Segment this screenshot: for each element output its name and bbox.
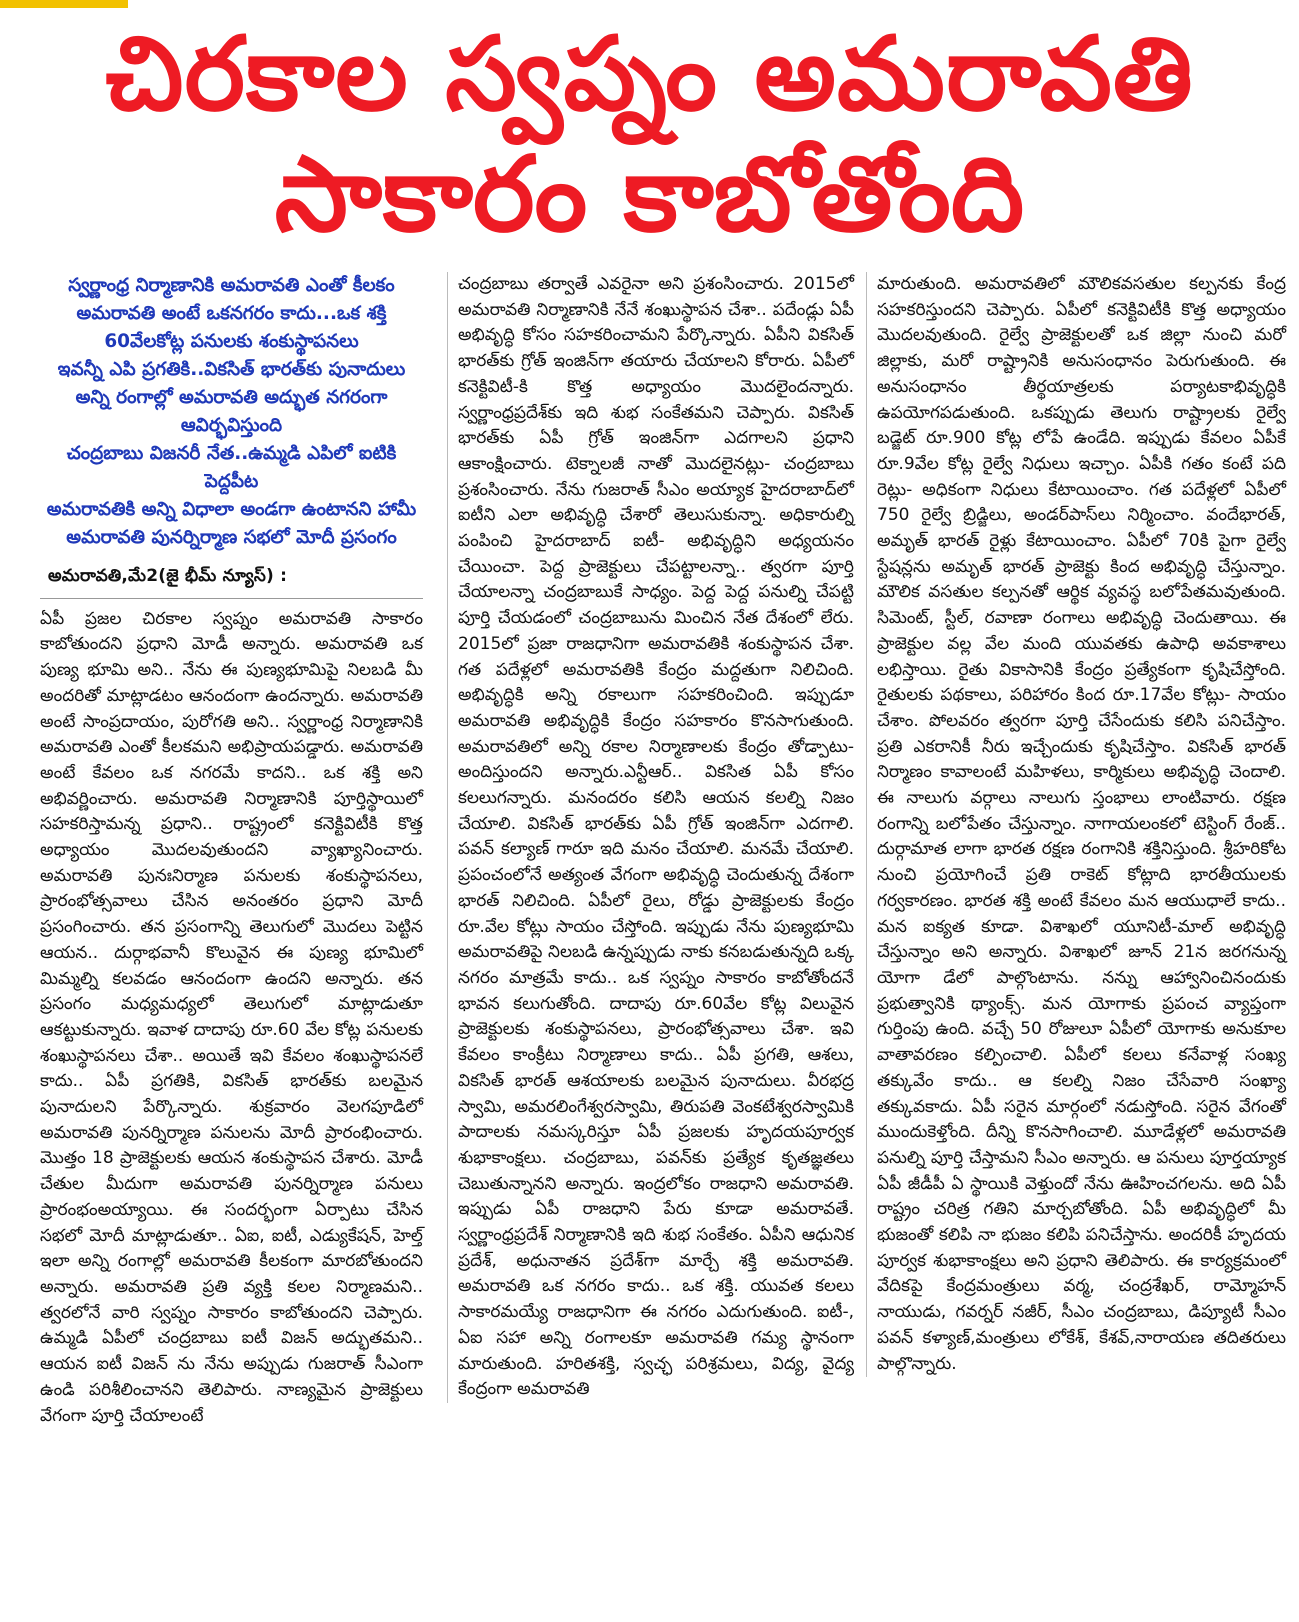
highlight-item: అన్ని రంగాల్లో అమరావతి అద్భుత నగరంగా ఆవిర్భవిస్తుంది [75,387,388,436]
divider [40,598,423,599]
corner-tab [0,0,128,8]
dateline: అమరావతి,మే2(జై భీమ్ న్యూస్) : [48,566,288,586]
article-body-part-3: మారుతుంది. అమరావతిలో మౌలికవసతుల కల్పనకు కేంద్ర సహకరిస్తుందని చెప్పారు. ఏపీలో కనెక్టివిటీకి కొత్త అధ్యాయం మొదలవుతుంది. రైల్వే ప్రాజెక్టులతో ఒక జిల్లా నుంచి మరో జిల్లాకు, మరో రాష్ట్రానికి అనుసంధానం పెరుగుతుంది. ఈ అనుసంధానం తీర్థయాత్రలకు పర్యాటకాభివృద్ధికి ఉపయోగపడుతుంది. ఒకప్పుడు తెలుగు రాష్ట్రాలకు రైల్వే బడ్జెట్ రూ.900 కోట్ల లోపే ఉండేది. ఇప్పుడు కేవలం ఏపీకే రూ.9వేల కోట్ల రైల్వే నిధులు ఇచ్చాం. ఏపీకి గతం కంటే పది రెట్లు- అధికంగా నిధులు కేటాయించాం. గత పదేళ్లలో ఏపీలో 750 రైల్వే బ్రిడ్జిలు, అండర్‌పాస్‌లు నిర్మించాం. వందేభారత్, అమృత్ భారత్ రైళ్లు కేటాయించాం. ఏపీలో 70కి పైగా రైల్వే స్టేషన్లను అమృత్ భారత్ ప్రాజెక్టు కింద అభివృద్ధి చేస్తున్నాం. మౌలిక వసతుల కల్పనతో ఆర్థిక వ్యవస్థ బలోపేతమవుతుంది. సిమెంట్, స్టీల్, రవాణా రంగాలు అభివృద్ధి చెందుతాయి. ఈ ప్రాజెక్టుల వల్ల వేల మంది యువతకు ఉపాధి అవకాశాలు లభిస్తాయి. రైతు వికాసానికి కేంద్రం ప్రత్యేకంగా కృషిచేస్తోంది. రైతులకు పథకాలు, పరిహారం కింద రూ.17వేల కోట్లు- సాయం చేశాం. పోలవరం త్వరగా పూర్తి చేసేందుకు కలిసి పనిచేస్తాం. ప్రతి ఎకరానికీ నీరు ఇచ్చేందుకు కృషిచేస్తాం. వికసిత్ భారత్ నిర్మాణం కావాలంటే మహిళలు, కార్మికులు అభివృద్ధి చెందాలి. ఈ నాలుగు వర్గాలు నాలుగు స్తంభాలు లాంటివారు. రక్షణ రంగాన్ని బలోపేతం చేస్తున్నాం. నాగాయలంకలో టెస్టింగ్ రేంజ్.. దుర్గామాత లాగా భారత రక్షణ రంగానికి శక్తినిస్తుంది. శ్రీహరికోట నుంచి ప్రయోగించే ప్రతి రాకెట్ కోట్లాది భారతీయులకు గర్వకారణం. భారత శక్తి అంటే కేవలం మన ఆయుధాలే కాదు.. మన ఐక్యత కూడా. విశాఖలో యూనిటీ-మాల్ అభివృద్ధి చేస్తున్నాం అని అన్నారు. విశాఖలో జూన్ 21న జరగనున్న యోగా డేలో పాల్గొంటాను. నన్ను ఆహ్వానించినందుకు ప్రభుత్వానికి థ్యాంక్స్. మన యోగాకు ప్రపంచ వ్యాప్తంగా గుర్తింపు ఉంది. వచ్చే 50 రోజులూ ఏపీలో యోగాకు అనుకూల వాతావరణం కల్పించాలి. ఏపీలో కలలు కనేవాళ్ల సంఖ్య తక్కువేం కాదు.. ఆ కలల్ని నిజం చేసేవారి సంఖ్యా తక్కువకాదు. ఏపీ సరైన మార్గంలో నడుస్తోంది. సరైన వేగంతో ముందుకెళ్తోంది. దీన్ని కొనసాగించాలి. మూడేళ్లలో అమరావతి పనుల్ని పూర్తి చేస్తామని సీఎం అన్నారు. ఆ పనులు పూర్తయ్యాక ఏపీ జీడీపీ ఏ స్థాయికి వెళ్తుందో నేను ఊహించగలను. అది ఏపీ రాష్ట్రం చరిత్ర గతిని మార్చబోతోంది. ఏపీ అభివృద్ధిలో మీ భుజంతో కలిపి నా భుజం కలిపి పనిచేస్తాను. అందరికీ హృదయ పూర్వక శుభాకాంక్షలు అని ప్రధాని తెలిపారు. ఈ కార్యక్రమంలో వేదికపై కేంద్రమంత్రులు వర్మ, చంద్రశేఖర్, రామ్మోహన్ నాయుడు, గవర్నర్ నజీర్, సీఎం చంద్రబాబు, డిప్యూటీ సీఎం పవన్ కళ్యాణ్,మంత్రులు లోకేశ్, కేశవ్,నారాయణ తదితరులు పాల్గొన్నారు. [877,274,1286,1374]
headline-line-2: సాకారం కాబోతోంది [274,133,1025,255]
article-column-3 [866,272,1286,1377]
article-body-part-2: చంద్రబాబు తర్వాతే ఎవరైనా అని ప్రశంసించారు. 2015లో అమరావతి నిర్మాణానికి నేనే శంఖుస్థాపన చేశా.. పదేండ్లు ఏపీ అభివృద్ధి కోసం సహకరించామని పేర్కొన్నారు. ఏపీని వికసిత్ భారత్‌కు గ్రోత్ ఇంజిన్‌గా తయారు చేయాలని కోరారు. ఏపీలో కనెక్టివిటీ-కి కొత్త అధ్యాయం మొదలైందన్నారు. స్వర్ణాంధ్రప్రదేశ్‌కు ఇది శుభ సంకేతమని చెప్పారు. వికసిత్ భారత్‌కు ఏపీ గ్రోత్ ఇంజిన్‌గా ఎదగాలని ప్రధాని ఆకాంక్షించారు. టెక్నాలజీ నాతో మొదలైనట్లు- చంద్రబాబు ప్రశంసించారు. నేను గుజరాత్ సీఎం అయ్యాక హైదరాబాద్‌లో ఐటీని ఎలా అభివృద్ధి చేశారో తెలుసుకున్నా. అధికారుల్ని పంపించి హైదరాబాద్ ఐటీ- అభివృద్ధిని అధ్యయనం చేయించా. పెద్ద ప్రాజెక్టులు చేపట్టాలన్నా.. త్వరగా పూర్తి చేయాలన్నా చంద్రబాబుకే సాధ్యం. పెద్ద పెద్ద పనుల్ని చేపట్టి పూర్తి చేయడంలో చంద్రబాబును మించిన నేత దేశంలో లేరు. 2015లో ప్రజా రాజధానిగా అమరావతికి శంకుస్థాపన చేశా. గత పదేళ్లలో అమరావతికి కేంద్రం మద్దతుగా నిలిచింది. అభివృద్ధికి అన్ని రకాలుగా సహకరించింది. ఇప్పుడూ అమరావతి అభివృద్ధికి కేంద్రం సహకారం కొనసాగుతుంది. అమరావతిలో అన్ని రకాల నిర్మాణాలకు కేంద్రం తోడ్పాటు- అందిస్తుందని అన్నారు.ఎన్టీఆర్.. వికసిత ఏపీ కోసం కలలుగన్నారు. మనందరం కలిసి ఆయన కలల్ని నిజం చేయాలి. వికసిత్ భారత్‌కు ఏపీ గ్రోత్ ఇంజిన్‌గా ఎదగాలి. పవన్ కల్యాణ్ గారూ ఇది మనం చేయాలి. మనమే చేయాలి. ప్రపంచంలోనే అత్యంత వేగంగా అభివృద్ధి చెందుతున్న దేశంగా భారత్ నిలిచింది. ఏపీలో రైలు, రోడ్డు ప్రాజెక్టులకు కేంద్రం రూ.వేల కోట్లు సాయం చేస్తోంది. ఇప్పుడు నేను పుణ్యభూమి అమరావతిపై నిలబడి ఉన్నప్పుడు నాకు కనబడుతున్నది ఒక్క నగరం మాత్రమే కాదు.. ఒక స్వప్నం సాకారం కాబోతోందనే భావన కలుగుతోంది. దాదాపు రూ.60వేల కోట్ల విలువైన ప్రాజెక్టులకు శంకుస్థాపనలు, ప్రారంభోత్సవాలు చేశా. ఇవి కేవలం కాంక్రీటు నిర్మాణాలు కాదు.. ఏపీ ప్రగతి, ఆశలు, వికసిత్ భారత్ ఆశయాలకు బలమైన పునాదులు. వీరభద్ర స్వామి, అమరలింగేశ్వరస్వామి, తిరుపతి వెంకటేశ్వరస్వామికి పాదాలకు నమస్కరిస్తూ ఏపీ ప్రజలకు హృదయపూర్వక శుభాకాంక్షలు. చంద్రబాబు, పవన్‌కు ప్రత్యేక కృతజ్ఞతలు చెబుతున్నానని అన్నారు. ఇంద్రలోకం రాజధాని అమరావతి. ఇప్పుడు ఏపీ రాజధాని పేరు కూడా అమరావతే. స్వర్ణాంధ్రప్రదేశ్ నిర్మాణానికి ఇది శుభ సంకేతం. ఏపీని ఆధునిక ప్రదేశ్, అధునాతన ప్రదేశ్‌గా మార్చే శక్తి అమరావతి. అమరావతి ఒక నగరం కాదు.. ఒక శక్తి. యువత కలలు సాకారమయ్యే రాజధానిగా ఈ నగరం ఎదుగుతుంది. ఐటీ-, ఏఐ సహా అన్ని రంగాలకూ అమరావతి గమ్య స్థానంగా మారుతుంది. హరితశక్తి, స్వచ్ఛ పరిశ్రమలు, విద్య, వైద్య కేంద్రంగా అమరావతి [458,274,854,1400]
highlight-item: అమరావతి అంటే ఒకనగరం కాదు...ఒక శక్తి [76,303,387,324]
highlight-item: అమరావతి పునర్నిర్మాణ సభలో మోదీ ప్రసంగం [66,527,397,548]
highlight-item: అమరావతికి అన్ని విధాలా అండగా ఉంటానని హామీ [46,499,417,520]
headline-line-1: చిరకాల స్వప్నం అమరావతి [105,15,1194,134]
article-column-1 [40,272,423,1429]
highlights-box [40,272,423,552]
highlight-item: స్వర్ణాంధ్ర నిర్మాణానికి అమరావతి ఎంతో కీలకం [68,275,395,296]
highlight-item: చంద్రబాబు విజనరీ నేత..ఉమ్మడి ఎపిలో ఐటికి పెద్దపీట [66,443,397,492]
article-column-2 [447,272,854,1403]
article-body-part-1: ఏపీ ప్రజల చిరకాల స్వప్నం అమరావతి సాకారం కాబోతుందని ప్రధాని మోడీ అన్నారు. అమరావతి ఒక పుణ్య భూమి అని.. నేను ఈ పుణ్యభూమిపై నిలబడి మీ అందరితో మాట్లాడటం ఆనందంగా ఉందన్నారు. అమరావతి అంటే సాంప్రదాయం, పురోగతి అని.. స్వర్ణాంధ్ర నిర్మాణానికి అమరావతి ఎంతో కీలకమని అభిప్రాయపడ్డారు. అమరావతి అంటే కేవలం ఒక నగరమే కాదని.. ఒక శక్తి అని అభివర్ణించారు. అమరావతి నిర్మాణానికి పూర్తిస్థాయిలో సహకరిస్తామన్న ప్రధాని.. రాష్ట్రంలో కనెక్టివిటీకి కొత్త అధ్యాయం మొదలవుతుందని వ్యాఖ్యానించారు. అమరావతి పునఃనిర్మాణ పనులకు శంకుస్థాపనలు, ప్రారంభోత్సవాలు చేసిన అనంతరం ప్రధాని మోదీ ప్రసంగించారు. తన ప్రసంగాన్ని తెలుగులో మొదలు పెట్టిన ఆయన.. దుర్గాభవానీ కొలువైన ఈ పుణ్య భూమిలో మిమ్మల్ని కలవడం ఆనందంగా ఉందని అన్నారు. తన ప్రసంగం మధ్యమధ్యలో తెలుగులో మాట్లాడుతూ ఆకట్టుకున్నారు. ఇవాళ దాదాపు రూ.60 వేల కోట్ల పనులకు శంఖుస్థాపనలు చేశా.. అయితే ఇవి కేవలం శంఖుస్థాపనలే కాదు.. ఏపీ ప్రగతికి, వికసిత్ భారత్‌కు బలమైన పునాదులని పేర్కొన్నారు. శుక్రవారం వెలగపూడిలో అమరావతి పునర్నిర్మాణ పనులను మోదీ ప్రారంభించారు. మొత్తం 18 ప్రాజెక్టులకు ఆయన శంకుస్థాపన చేశారు. మోడీ చేతుల మీదుగా అమరావతి పునర్నిర్మాణ పనులు ప్రారంభంఅయ్యాయి. ఈ సందర్భంగా ఏర్పాటు చేసిన సభలో మోదీ మాట్లాడుతూ.. ఏఐ, ఐటీ, ఎడ్యుకేషన్, హెల్త్ ఇలా అన్ని రంగాల్లో అమరావతి కీలకంగా మారబోతుందని అన్నారు. అమరావతి ప్రతి వ్యక్తి కలల నిర్మాణమని.. త్వరలోనే వారి స్వప్నం సాకారం కాబోతుందని చెప్పారు. ఉమ్మడి ఏపీలో చంద్రబాబు ఐటీ విజన్ అద్భుతమని.. ఆయన ఐటీ విజన్ ను నేను అప్పుడు గుజరాత్ సీఎంగా ఉండి పరిశీలించానని తెలిపారు. నాణ్యమైన ప్రాజెక్టులు వేగంగా పూర్తి చేయాలంటే [40,608,423,1426]
highlight-item: 60వేలకోట్ల పనులకు శంకుస్థాపనలు [104,331,359,352]
highlight-item: ఇవన్నీ ఎపి ప్రగతికి..వికసిత్ భారత్‌కు పునాదులు [57,359,406,380]
